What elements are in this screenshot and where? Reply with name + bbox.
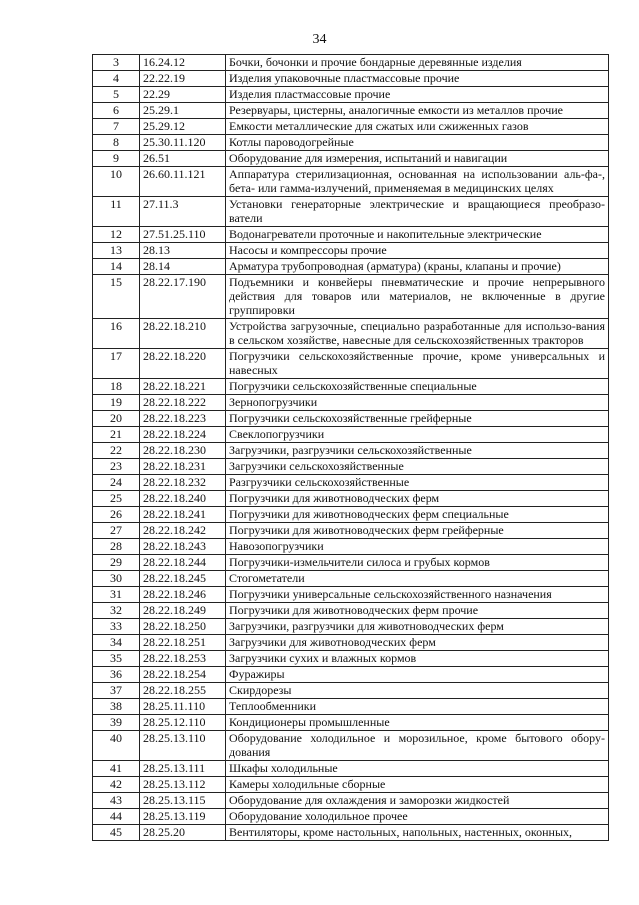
table-row [93, 507, 609, 523]
okpd-code-cell: 28.25.13.115 [140, 793, 226, 809]
row-number-cell: 40 [93, 731, 140, 761]
table-row [93, 379, 609, 395]
okpd-code-cell: 28.22.18.241 [140, 507, 226, 523]
row-number-cell: 34 [93, 635, 140, 651]
table-row [93, 443, 609, 459]
okpd-code-cell: 28.22.18.231 [140, 459, 226, 475]
row-number-cell: 29 [93, 555, 140, 571]
table-row [93, 793, 609, 809]
table-row [93, 475, 609, 491]
okpd-code-cell: 28.22.18.255 [140, 683, 226, 699]
row-number-cell: 10 [93, 167, 140, 197]
okpd-code-cell: 28.22.18.210 [140, 319, 226, 349]
row-number-cell: 38 [93, 699, 140, 715]
row-number-cell: 9 [93, 151, 140, 167]
row-number-cell: 26 [93, 507, 140, 523]
product-name-cell: Арматура трубопроводная (арматура) (краны, клапаны и прочие) [226, 259, 609, 275]
okpd-code-cell: 28.22.18.220 [140, 349, 226, 379]
product-name-cell: Аппаратура стерилизационная, основанная на использовании аль-фа-, бета- или гамма-излучений, применяемая в медицинских целях [226, 167, 609, 197]
table-row [93, 667, 609, 683]
row-number-cell: 32 [93, 603, 140, 619]
okpd-code-cell: 28.22.17.190 [140, 275, 226, 319]
product-name-cell: Стогометатели [226, 571, 609, 587]
okpd-code-cell: 28.22.18.250 [140, 619, 226, 635]
product-name-cell: Устройства загрузочные, специально разработанные для использо-вания в сельском хозяйстве, навесные для сельскохозяйственных тракторов [226, 319, 609, 349]
row-number-cell: 12 [93, 227, 140, 243]
row-number-cell: 25 [93, 491, 140, 507]
okpd-code-cell: 28.22.18.253 [140, 651, 226, 667]
table-row [93, 777, 609, 793]
table-row [93, 825, 609, 841]
table-row [93, 349, 609, 379]
product-name-cell: Изделия пластмассовые прочие [226, 87, 609, 103]
product-name-cell: Погрузчики для животноводческих ферм [226, 491, 609, 507]
product-name-cell: Загрузчики сухих и влажных кормов [226, 651, 609, 667]
product-name-cell: Оборудование холодильное и морозильное, кроме бытового обору-дования [226, 731, 609, 761]
table-row [93, 103, 609, 119]
okpd-code-cell: 28.14 [140, 259, 226, 275]
okpd-code-cell: 28.22.18.221 [140, 379, 226, 395]
row-number-cell: 45 [93, 825, 140, 841]
row-number-cell: 16 [93, 319, 140, 349]
okpd-code-cell: 28.22.18.245 [140, 571, 226, 587]
row-number-cell: 24 [93, 475, 140, 491]
table-row [93, 603, 609, 619]
product-name-cell: Оборудование для измерения, испытаний и навигации [226, 151, 609, 167]
product-name-cell: Погрузчики сельскохозяйственные грейферные [226, 411, 609, 427]
table-row [93, 651, 609, 667]
row-number-cell: 8 [93, 135, 140, 151]
table-row [93, 715, 609, 731]
okpd-code-cell: 28.25.13.119 [140, 809, 226, 825]
product-name-cell: Резервуары, цистерны, аналогичные емкости из металлов прочие [226, 103, 609, 119]
row-number-cell: 28 [93, 539, 140, 555]
product-name-cell: Изделия упаковочные пластмассовые прочие [226, 71, 609, 87]
table-row [93, 259, 609, 275]
table-row [93, 243, 609, 259]
row-number-cell: 18 [93, 379, 140, 395]
product-name-cell: Зернопогрузчики [226, 395, 609, 411]
row-number-cell: 42 [93, 777, 140, 793]
product-name-cell: Оборудование холодильное прочее [226, 809, 609, 825]
product-name-cell: Теплообменники [226, 699, 609, 715]
table-row [93, 619, 609, 635]
row-number-cell: 13 [93, 243, 140, 259]
table-row [93, 523, 609, 539]
table-row [93, 761, 609, 777]
product-name-cell: Шкафы холодильные [226, 761, 609, 777]
okpd-code-cell: 28.22.18.224 [140, 427, 226, 443]
table-row [93, 275, 609, 319]
row-number-cell: 43 [93, 793, 140, 809]
product-name-cell: Погрузчики-измельчители силоса и грубых кормов [226, 555, 609, 571]
row-number-cell: 21 [93, 427, 140, 443]
okpd-code-cell: 28.25.11.110 [140, 699, 226, 715]
row-number-cell: 41 [93, 761, 140, 777]
table-row [93, 135, 609, 151]
product-name-cell: Погрузчики для животноводческих ферм прочие [226, 603, 609, 619]
row-number-cell: 17 [93, 349, 140, 379]
page-number: 34 [312, 32, 327, 47]
okpd-code-cell: 27.51.25.110 [140, 227, 226, 243]
row-number-cell: 5 [93, 87, 140, 103]
product-name-cell: Емкости металлические для сжатых или сжиженных газов [226, 119, 609, 135]
okpd-code-cell: 28.22.18.222 [140, 395, 226, 411]
product-name-cell: Погрузчики для животноводческих ферм специальные [226, 507, 609, 523]
product-name-cell: Погрузчики сельскохозяйственные специальные [226, 379, 609, 395]
product-name-cell: Установки генераторные электрические и вращающиеся преобразо-ватели [226, 197, 609, 227]
table-row [93, 87, 609, 103]
okpd-code-cell: 22.29 [140, 87, 226, 103]
okpd-code-cell: 28.25.12.110 [140, 715, 226, 731]
okpd-table-body [93, 55, 609, 841]
row-number-cell: 20 [93, 411, 140, 427]
okpd-code-cell: 28.22.18.249 [140, 603, 226, 619]
table-row [93, 151, 609, 167]
table-row [93, 119, 609, 135]
product-name-cell: Оборудование для охлаждения и заморозки жидкостей [226, 793, 609, 809]
row-number-cell: 36 [93, 667, 140, 683]
okpd-code-cell: 28.25.13.110 [140, 731, 226, 761]
row-number-cell: 44 [93, 809, 140, 825]
okpd-code-cell: 28.22.18.254 [140, 667, 226, 683]
table-row [93, 427, 609, 443]
okpd-code-cell: 26.51 [140, 151, 226, 167]
table-row [93, 411, 609, 427]
table-row [93, 395, 609, 411]
row-number-cell: 35 [93, 651, 140, 667]
okpd-code-cell: 16.24.12 [140, 55, 226, 71]
table-row [93, 587, 609, 603]
table-row [93, 809, 609, 825]
okpd-code-cell: 28.13 [140, 243, 226, 259]
okpd-code-cell: 28.22.18.232 [140, 475, 226, 491]
product-name-cell: Бочки, бочонки и прочие бондарные деревянные изделия [226, 55, 609, 71]
okpd-code-cell: 28.25.13.111 [140, 761, 226, 777]
product-name-cell: Водонагреватели проточные и накопительные электрические [226, 227, 609, 243]
product-name-cell: Свеклопогрузчики [226, 427, 609, 443]
okpd-code-cell: 28.22.18.223 [140, 411, 226, 427]
product-name-cell: Погрузчики сельскохозяйственные прочие, кроме универсальных и навесных [226, 349, 609, 379]
product-name-cell: Погрузчики универсальные сельскохозяйственного назначения [226, 587, 609, 603]
row-number-cell: 14 [93, 259, 140, 275]
product-name-cell: Загрузчики, разгрузчики сельскохозяйственные [226, 443, 609, 459]
okpd-code-cell: 25.30.11.120 [140, 135, 226, 151]
row-number-cell: 39 [93, 715, 140, 731]
table-row [93, 699, 609, 715]
product-name-cell: Скирдорезы [226, 683, 609, 699]
table-row [93, 539, 609, 555]
product-name-cell: Подъемники и конвейеры пневматические и прочие непрерывного действия для товаров или материалов, не включенные в другие группировки [226, 275, 609, 319]
product-name-cell: Кондиционеры промышленные [226, 715, 609, 731]
product-name-cell: Вентиляторы, кроме настольных, напольных, настенных, оконных, [226, 825, 609, 841]
product-name-cell: Погрузчики для животноводческих ферм грейферные [226, 523, 609, 539]
product-name-cell: Разгрузчики сельскохозяйственные [226, 475, 609, 491]
table-row [93, 197, 609, 227]
row-number-cell: 15 [93, 275, 140, 319]
row-number-cell: 4 [93, 71, 140, 87]
table-row [93, 227, 609, 243]
table-row [93, 731, 609, 761]
okpd-code-cell: 28.22.18.242 [140, 523, 226, 539]
table-row [93, 319, 609, 349]
okpd-code-cell: 28.25.20 [140, 825, 226, 841]
okpd-code-cell: 26.60.11.121 [140, 167, 226, 197]
okpd-code-cell: 28.22.18.240 [140, 491, 226, 507]
row-number-cell: 37 [93, 683, 140, 699]
product-name-cell: Загрузчики для животноводческих ферм [226, 635, 609, 651]
table-row [93, 71, 609, 87]
product-name-cell: Котлы пароводогрейные [226, 135, 609, 151]
product-name-cell: Загрузчики сельскохозяйственные [226, 459, 609, 475]
product-name-cell: Камеры холодильные сборные [226, 777, 609, 793]
row-number-cell: 19 [93, 395, 140, 411]
okpd-code-cell: 22.22.19 [140, 71, 226, 87]
row-number-cell: 6 [93, 103, 140, 119]
okpd-code-cell: 28.22.18.244 [140, 555, 226, 571]
row-number-cell: 33 [93, 619, 140, 635]
row-number-cell: 30 [93, 571, 140, 587]
table-row [93, 55, 609, 71]
okpd-table [92, 54, 609, 841]
product-name-cell: Навозопогрузчики [226, 539, 609, 555]
table-row [93, 683, 609, 699]
table-row [93, 635, 609, 651]
table-row [93, 167, 609, 197]
table-row [93, 555, 609, 571]
row-number-cell: 3 [93, 55, 140, 71]
product-name-cell: Насосы и компрессоры прочие [226, 243, 609, 259]
okpd-code-cell: 25.29.12 [140, 119, 226, 135]
row-number-cell: 22 [93, 443, 140, 459]
okpd-code-cell: 28.22.18.243 [140, 539, 226, 555]
table-row [93, 571, 609, 587]
okpd-code-cell: 28.25.13.112 [140, 777, 226, 793]
okpd-code-cell: 25.29.1 [140, 103, 226, 119]
okpd-code-cell: 28.22.18.246 [140, 587, 226, 603]
row-number-cell: 11 [93, 197, 140, 227]
row-number-cell: 31 [93, 587, 140, 603]
okpd-code-cell: 28.22.18.251 [140, 635, 226, 651]
row-number-cell: 27 [93, 523, 140, 539]
row-number-cell: 7 [93, 119, 140, 135]
table-row [93, 459, 609, 475]
okpd-code-cell: 27.11.3 [140, 197, 226, 227]
okpd-code-cell: 28.22.18.230 [140, 443, 226, 459]
product-name-cell: Загрузчики, разгрузчики для животноводческих ферм [226, 619, 609, 635]
product-name-cell: Фуражиры [226, 667, 609, 683]
row-number-cell: 23 [93, 459, 140, 475]
table-row [93, 491, 609, 507]
